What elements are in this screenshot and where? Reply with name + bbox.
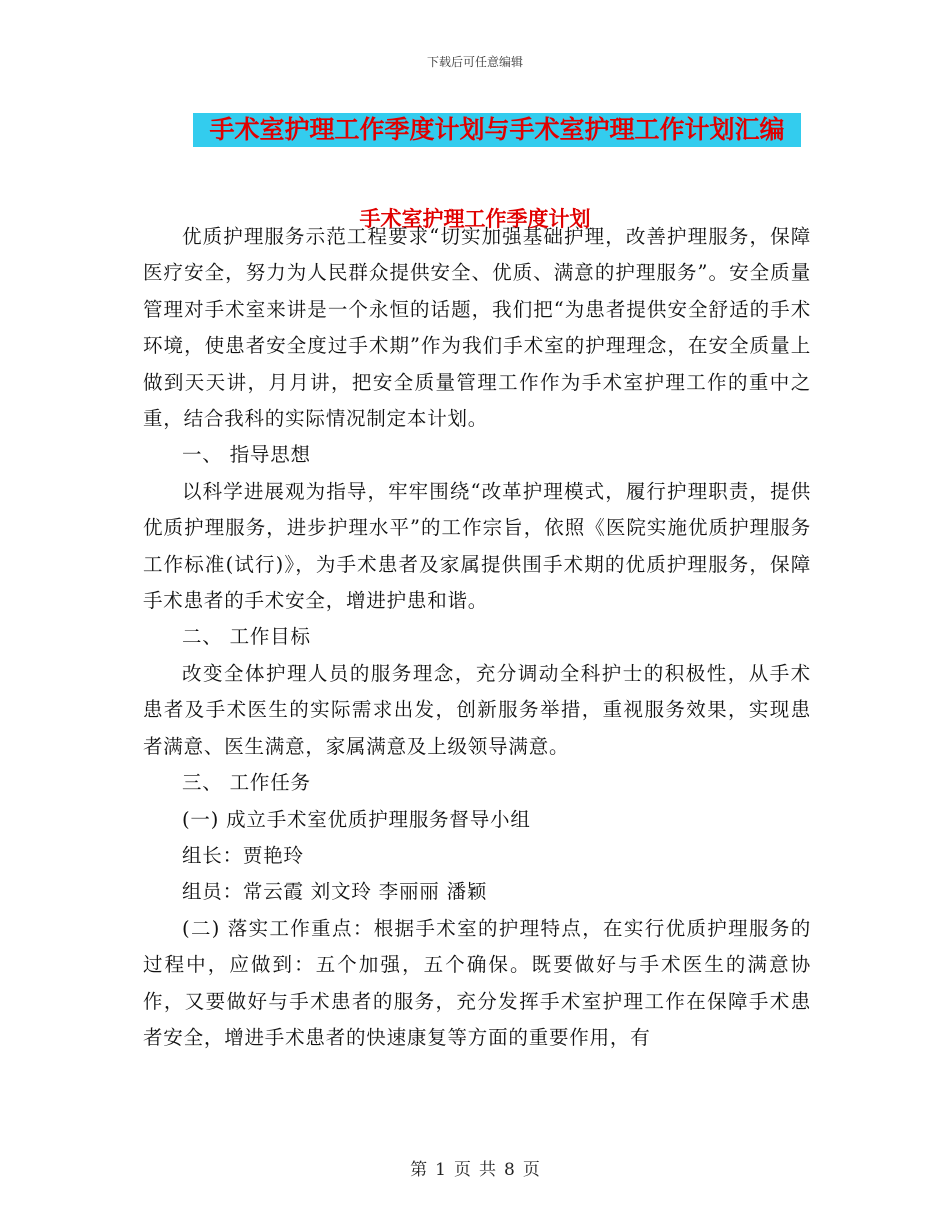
section-title: 手术室护理工作季度计划 — [359, 207, 591, 231]
footer-label-ye2: 页 — [522, 1160, 540, 1180]
footer-label-ye: 页 — [454, 1160, 471, 1180]
paragraph-guiding-thought: 以科学进展观为指导，牢牢围绕“改革护理模式，履行护理职责，提供优质护理服务，进步护理水平”的工作宗旨，依照《医院实施优质护理服务工作标准(试行)》，为手术患者及家属提供围手术期的优质护理服务，保障手术患者的手术安全，增进护患和谐。 — [143, 479, 811, 613]
team-members: 组员：常云霞 刘文玲 李丽丽 潘颖 — [182, 880, 488, 904]
document-body — [143, 219, 811, 1056]
team-leader: 组长：贾艳玲 — [182, 843, 304, 867]
document-title-highlight — [193, 113, 801, 147]
task-item-1: (一) 成立手术室优质护理服务督导小组 — [182, 807, 531, 831]
heading-work-tasks: 三、 工作任务 — [182, 771, 311, 795]
heading-work-goals: 二、 工作目标 — [182, 625, 311, 649]
current-page-number: 1 — [435, 1160, 446, 1180]
document-title: 手术室护理工作季度计划与手术室护理工作计划汇编 — [209, 115, 785, 144]
footer-label-gong: 共 — [479, 1160, 496, 1180]
footer-label-di: 第 — [410, 1160, 428, 1180]
total-page-count: 8 — [504, 1160, 515, 1180]
paragraph-intro: 优质护理服务示范工程要求“切实加强基础护理，改善护理服务，保障医疗安全，努力为人民群众提供安全、优质、满意的护理服务”。安全质量管理对手术室来讲是一个永恒的话题，我们把“为患者提供安全舒适的手术环境，使患者安全度过手术期”作为我们手术室的护理理念，在安全质量上做到天天讲，月月讲，把安全质量管理工作作为手术室护理工作的重中之重，结合我科的实际情况制定本计划。 — [143, 225, 811, 431]
task-item-2: (二) 落实工作重点：根据手术室的护理特点，在实行优质护理服务的过程中，应做到：五个加强，五个确保。既要做好与手术医生的满意协作，又要做好与手术患者的服务，充分发挥手术室护理工作在保障手术患者安全，增进手术患者的快速康复等方面的重要作用，有 — [143, 916, 811, 1049]
heading-guiding-thought: 一、 指导思想 — [182, 443, 311, 467]
page-footer — [0, 1155, 950, 1180]
paragraph-work-goals: 改变全体护理人员的服务理念，充分调动全科护士的积极性，从手术患者及手术医生的实际需求出发，创新服务举措，重视服务效果，实现患者满意、医生满意，家属满意及上级领导满意。 — [143, 661, 811, 758]
header-note: 下载后可任意编辑 — [426, 55, 523, 69]
